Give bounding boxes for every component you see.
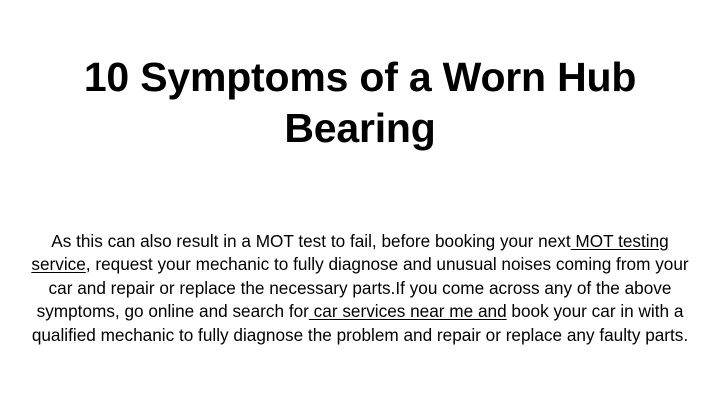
car-services-near-me-link[interactable]: car services near me and <box>308 301 507 322</box>
body-text-intro: As this can also result in a MOT test to fail, before booking your next <box>51 231 571 251</box>
slide-title: 10 Symptoms of a Worn Hub Bearing <box>83 54 637 151</box>
mot-testing-service-link[interactable]: MOT testing service <box>31 231 669 275</box>
body-text-middle: , request your mechanic to fully diagnose and unusual noises coming from your car and repair or replace the necessary parts.If you come across any of the above symptoms, go online and search for <box>36 254 689 322</box>
slide-body-paragraph <box>28 230 692 347</box>
body-text-end: book your car in with a qualified mechanic to fully diagnose the problem and repair or replace any faulty parts. <box>31 301 689 345</box>
